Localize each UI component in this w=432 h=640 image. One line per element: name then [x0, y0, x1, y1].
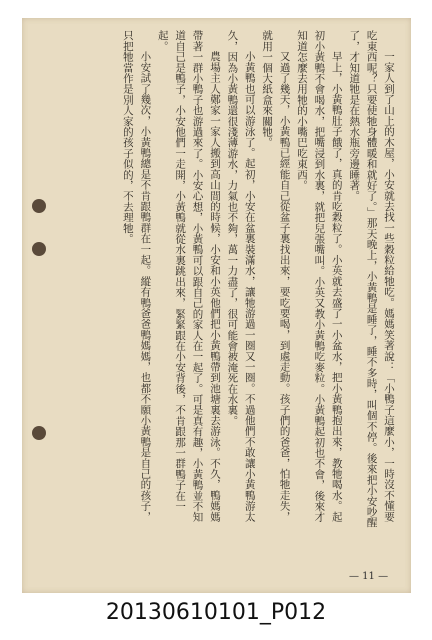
paragraph: 農場主人鄭家一家人搬到高山間的時候，小安和小英他們把小黃鴨帶到池塘裏去游泳。不久，鴨媽媽帶著一群小鴨子也游過來了。小安心想，小黃鴨可以跟自己的家人在一起了。可是真有趣，小黃鴨並不知道自己是鴨子，小安他們一走開，小黃鴨就從水裏跳出來，緊緊跟在小安背後，不肯跟那一群鴨子在一起。 — [156, 30, 221, 523]
paragraph: 早上，小黃鴨肚子餓了，真的肯吃穀粒了。小英就去盛了一小盆水，把小黃鴨抱出來，教牠喝水。起初小黃鴨不會喝水，把嘴浸到水裏，就把兒張嘴叫。小英又教小黃鴨吃麥粒。小黃鴨起初也不會，後來才知道怎麼去用牠的小嘴巴吃東西。 — [295, 30, 343, 523]
paragraph: 小黃鴨也可以游泳了。起初，小安在盆裏裝滿水，讓牠游過一圈又一圈。不過他們不敢讓小黃鴨游太久，因為小黃鴨還很淺薄游水，力氣也不夠，萬一力盡了，很可能會被淹死在水裏。 — [226, 30, 256, 522]
paragraph: 小安試了幾次，小黃鴨總是不肯跟鴨群在一起。縱有鴨爸爸鴨媽媽，也都不願小黃鴨是自己的孩子，只把牠當作是別人家的孩子似的，不去理牠。 — [121, 30, 152, 522]
binding-hole — [32, 242, 46, 256]
image-caption: 20130610101_P012 — [105, 600, 327, 625]
page-number: — 11 — — [349, 571, 389, 582]
paragraph: 又過了幾天，小黃鴨已經能自己從盆子裏找出來，要吃要喝，到處走動。孩子們的爸爸，怕牠走失，就用一個大紙盒來關牠。 — [261, 30, 291, 522]
scanned-book-page — [22, 18, 411, 593]
vertical-body-text — [119, 30, 398, 530]
paragraph: 一家人到了山上的木屋，小安就去找一些穀粒給牠吃。媽媽笑著說：「小鴨子這麼小，一時沒不懂要吃東西呢？只要使牠身體暖和就好了。」那天晚上，小黃鴨是睡了，睡不多時，叫個不停。後來把小安吵醒了，才知道牠是在熱水瓶旁邊睡著。 — [348, 30, 395, 528]
binding-hole — [32, 199, 46, 213]
binding-hole — [32, 426, 46, 440]
